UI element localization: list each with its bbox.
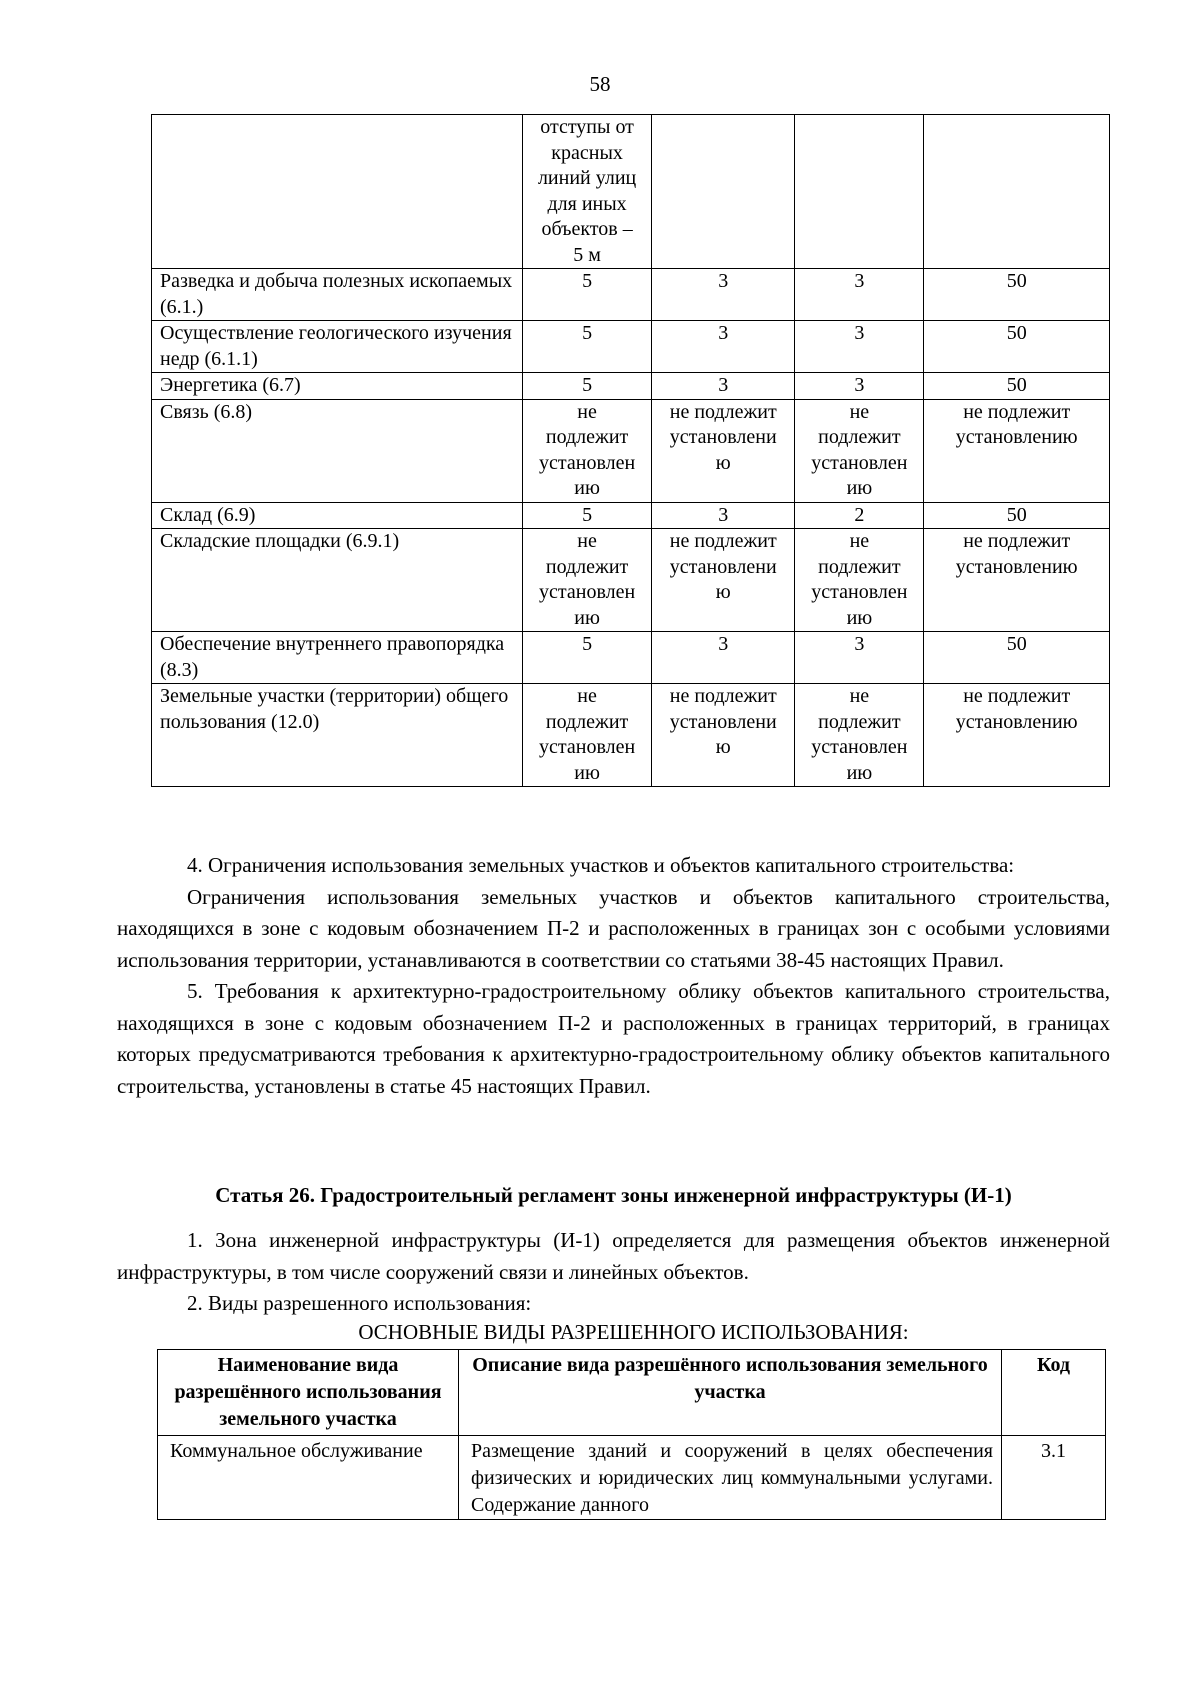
table-row (152, 373, 1110, 400)
value-cell: 50 (924, 632, 1110, 684)
value-cell: 3 (652, 502, 795, 529)
header-description: Описание вида разрешённого использования земельного участка (459, 1350, 1002, 1436)
use-name-cell: Обеспечение внутреннего правопорядка (8.3) (152, 632, 523, 684)
value-cell: не подлежит установлени ю (652, 684, 795, 787)
value-cell: отступы от красных линий улиц для иных объектов – 5 м (523, 115, 652, 269)
article-body (117, 1225, 1110, 1320)
value-cell: не подлежит установлению (924, 684, 1110, 787)
value-cell: 3 (795, 373, 924, 400)
value-cell (652, 115, 795, 269)
table-header-row (158, 1350, 1106, 1436)
value-cell: 3 (652, 321, 795, 373)
value-cell: 3 (652, 269, 795, 321)
value-cell: не подлежит установлению (924, 399, 1110, 502)
value-cell: не подлежит установлен ию (795, 529, 924, 632)
table-row (152, 529, 1110, 632)
table-row (158, 1436, 1106, 1520)
section-4-body: Ограничения использования земельных участков и объектов капитального строительства, находящихся в зоне с кодовым обозначением П-2 и расположенных в границах зон с особыми условиями использования территории, устанавливаются в соответствии со статьями 38-45 настоящих Правил. (117, 884, 1110, 972)
article-para-2: 2. Виды разрешенного использования: (187, 1291, 532, 1315)
value-cell: не подлежит установлению (924, 529, 1110, 632)
table-caption: ОСНОВНЫЕ ВИДЫ РАЗРЕШЕННОГО ИСПОЛЬЗОВАНИЯ: (358, 1320, 909, 1344)
value-cell: не подлежит установлен ию (523, 684, 652, 787)
use-name-cell: Складские площадки (6.9.1) (152, 529, 523, 632)
value-cell: 5 (523, 373, 652, 400)
restrictions-section (117, 850, 1110, 1102)
use-name-cell: Связь (6.8) (152, 399, 523, 502)
setbacks-table (151, 114, 1110, 787)
value-cell: 5 (523, 321, 652, 373)
use-name-cell: Осуществление геологического изучения недр (6.1.1) (152, 321, 523, 373)
value-cell: 5 (523, 502, 652, 529)
use-name-cell (152, 115, 523, 269)
value-cell: не подлежит установлен ию (523, 399, 652, 502)
value-cell: 50 (924, 502, 1110, 529)
use-description-cell: Размещение зданий и сооружений в целях обеспечения физических и юридических лиц коммунальными услугами. Содержание данного (459, 1436, 1002, 1520)
value-cell: не подлежит установлен ию (795, 399, 924, 502)
use-name-cell: Земельные участки (территории) общего пользования (12.0) (152, 684, 523, 787)
value-cell: 5 (523, 269, 652, 321)
use-name-cell: Разведка и добыча полезных ископаемых (6.1.) (152, 269, 523, 321)
header-name: Наименование вида разрешённого использования земельного участка (158, 1350, 459, 1436)
permitted-uses-table (157, 1349, 1106, 1520)
table-row (152, 269, 1110, 321)
use-name-cell: Энергетика (6.7) (152, 373, 523, 400)
table-row (152, 632, 1110, 684)
use-name-cell: Склад (6.9) (152, 502, 523, 529)
value-cell: 3 (795, 632, 924, 684)
value-cell: 3 (652, 632, 795, 684)
page-number: 58 (589, 72, 611, 96)
table-row (152, 399, 1110, 502)
section-4-title: 4. Ограничения использования земельных участков и объектов капитального строительства: (187, 853, 1015, 877)
article-heading: Статья 26. Градостроительный регламент зоны инженерной инфраструктуры (И-1) (215, 1183, 1012, 1207)
value-cell: не подлежит установлени ю (652, 529, 795, 632)
value-cell: 3 (652, 373, 795, 400)
value-cell: 3 (795, 321, 924, 373)
value-cell: 50 (924, 269, 1110, 321)
value-cell: 5 (523, 632, 652, 684)
value-cell (795, 115, 924, 269)
table-row (152, 321, 1110, 373)
value-cell: не подлежит установлени ю (652, 399, 795, 502)
value-cell (924, 115, 1110, 269)
value-cell: не подлежит установлен ию (523, 529, 652, 632)
value-cell: не подлежит установлен ию (795, 684, 924, 787)
value-cell: 50 (924, 321, 1110, 373)
use-code-cell: 3.1 (1002, 1436, 1106, 1520)
table-row (152, 684, 1110, 787)
section-5-body: 5. Требования к архитектурно-градостроительному облику объектов капитального строительства, находящихся в зоне с кодовым обозначением П-2 и расположенных в границах территорий, в границах которых предусматриваются требования к архитектурно-градостроительному облику объектов капитального строительства, установлены в статье 45 настоящих Правил. (117, 979, 1110, 1098)
table-row (152, 115, 1110, 269)
value-cell: 50 (924, 373, 1110, 400)
table-row (152, 502, 1110, 529)
article-para-1: 1. Зона инженерной инфраструктуры (И-1) определяется для размещения объектов инженерной инфраструктуры, в том числе сооружений связи и линейных объектов. (117, 1228, 1110, 1284)
header-code: Код (1002, 1350, 1106, 1436)
value-cell: 3 (795, 269, 924, 321)
value-cell: 2 (795, 502, 924, 529)
use-name-cell: Коммунальное обслуживание (158, 1436, 459, 1520)
